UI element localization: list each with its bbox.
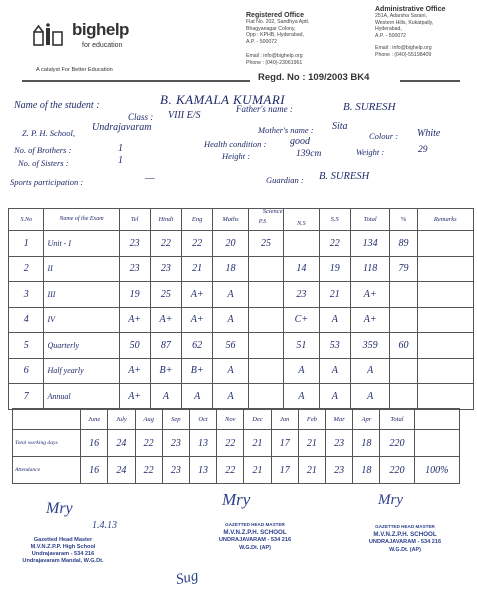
marks-cell: 23 [119, 256, 150, 282]
brothers-label: No. of Brothers : [14, 145, 72, 155]
marks-cell [248, 282, 283, 308]
attendance-cell: 21 [298, 430, 325, 457]
attendance-cell: 23 [162, 457, 189, 484]
attendance-cell: 22 [217, 430, 244, 457]
attendance-cell: 23 [162, 430, 189, 457]
attendance-cell: 21 [298, 457, 325, 484]
attendance-header-cell: Nov [217, 409, 244, 430]
stamp-right-signature: Mry [378, 492, 403, 508]
marks-cell [417, 307, 473, 333]
marks-cell: 4 [9, 307, 44, 333]
stamp-middle-line-4: W.G.Dt. (AP) [239, 545, 271, 551]
marks-header-cell: Total [350, 209, 390, 231]
marks-cell: A+ [119, 358, 150, 384]
administrative-office-title: Administrative Office [375, 6, 446, 13]
marks-cell: 22 [319, 231, 350, 257]
school-value: Undrajavaram [92, 122, 152, 133]
attendance-cell: 23 [326, 430, 353, 457]
marks-header-cell: S.S [319, 209, 350, 231]
marks-cell: A [213, 384, 248, 410]
brand-logo [32, 18, 157, 60]
marks-cell [417, 231, 473, 257]
science-label: Science [262, 208, 283, 215]
attendance-header-cell: Total [380, 409, 414, 430]
marks-cell [390, 358, 417, 384]
attendance-cell: 17 [271, 457, 298, 484]
marks-cell: 359 [350, 333, 390, 359]
registered-phone: Phone : (040)-23061961 [246, 59, 303, 66]
marks-cell [417, 384, 473, 410]
marks-cell: 21 [182, 256, 213, 282]
attendance-table [12, 408, 460, 484]
administrative-line-2: Western Hills, Kukatpally, [375, 19, 434, 26]
marks-row [9, 333, 474, 359]
attendance-cell: 220 [380, 457, 414, 484]
marks-header-cell: Remarks [417, 209, 473, 231]
colour-value: White [417, 128, 441, 139]
marks-cell: 23 [119, 231, 150, 257]
marks-cell: 22 [150, 231, 181, 257]
marks-cell [390, 384, 417, 410]
marks-cell: 22 [182, 231, 213, 257]
marks-cell: A [350, 384, 390, 410]
marks-cell: 19 [119, 282, 150, 308]
attendance-header-cell: Feb [298, 409, 325, 430]
attendance-cell: 220 [380, 430, 414, 457]
marks-cell: 62 [182, 333, 213, 359]
marks-cell: 3 [9, 282, 44, 308]
marks-cell: A+ [150, 307, 181, 333]
marks-cell: 19 [319, 256, 350, 282]
marks-cell [417, 282, 473, 308]
school-label: Z. P. H. School, [22, 128, 75, 138]
attendance-cell: 18 [353, 457, 380, 484]
registered-office-title: Registered Office [246, 12, 304, 19]
marks-body [9, 231, 474, 410]
colour-label: Colour : [369, 131, 399, 141]
marks-header-ps: P.S [258, 219, 267, 225]
height-label: Height : [222, 151, 251, 161]
administrative-phone: Phone : (040)-55198409 [375, 51, 432, 58]
attendance-cell: 16 [81, 457, 108, 484]
marks-cell: A [319, 307, 350, 333]
logo-mark-icon [32, 22, 72, 50]
attendance-header-cell [13, 409, 81, 430]
marks-cell: A [319, 358, 350, 384]
marks-cell: Unit - I [44, 231, 119, 257]
fathers-name-value: B. SURESH [343, 101, 396, 113]
marks-cell: 25 [248, 231, 283, 257]
attendance-cell: 22 [135, 430, 162, 457]
stamp-middle-line-3: UNDRAJAVARAM - 534 216 [218, 537, 292, 543]
attendance-cell: 24 [108, 457, 135, 484]
marks-cell: 53 [319, 333, 350, 359]
marks-row [9, 307, 474, 333]
attendance-cell: 21 [244, 430, 271, 457]
marks-cell: 14 [284, 256, 319, 282]
stamp-right-line-4: W.G.Dt. (AP) [389, 547, 421, 553]
marks-header-cell: Maths [213, 209, 248, 231]
marks-cell [248, 358, 283, 384]
marks-cell: III [44, 282, 119, 308]
attendance-header-cell: Oct [189, 409, 216, 430]
marks-cell [248, 256, 283, 282]
marks-cell: 89 [390, 231, 417, 257]
marks-cell: B+ [182, 358, 213, 384]
bottom-signature: Sug [174, 567, 200, 589]
tagline: A catalyst For Better Education [36, 67, 113, 73]
fathers-name-label: Father's name : [236, 104, 293, 114]
stamp-left-line-2: M.V.N.Z.P.P. High School [30, 544, 96, 550]
marks-row [9, 358, 474, 384]
attendance-row [13, 457, 460, 484]
attendance-header-cell: Mar [326, 409, 353, 430]
stamp-right-line-3: UNDRAJAVARAM - 534 216 [368, 539, 442, 545]
attendance-cell: 17 [271, 430, 298, 457]
attendance-header-cell: Sep [162, 409, 189, 430]
attendance-header-cell: Jan [271, 409, 298, 430]
marks-cell: 50 [119, 333, 150, 359]
student-name-label: Name of the student : [14, 100, 100, 111]
marks-cell: A [150, 384, 181, 410]
health-value: good [290, 136, 310, 147]
marks-cell: B+ [150, 358, 181, 384]
health-label: Health condition : [204, 139, 267, 149]
marks-header-row [9, 209, 474, 231]
marks-cell: 25 [150, 282, 181, 308]
marks-cell: A [213, 307, 248, 333]
weight-label: Weight : [356, 147, 385, 157]
attendance-cell: 100% [414, 457, 460, 484]
marks-cell: 1 [9, 231, 44, 257]
header-rule [22, 80, 250, 82]
marks-cell: A [284, 358, 319, 384]
header-rule-right [400, 80, 460, 82]
attendance-header-cell: Apr [353, 409, 380, 430]
attendance-cell: 18 [353, 430, 380, 457]
marks-cell: 60 [390, 333, 417, 359]
marks-cell: A+ [182, 307, 213, 333]
marks-header-cell: Name of the Exam [44, 209, 119, 231]
marks-cell: A+ [119, 307, 150, 333]
marks-row [9, 282, 474, 308]
marks-cell: A [213, 282, 248, 308]
marks-cell [417, 256, 473, 282]
regd-number: Regd. No : 109/2003 BK4 [258, 72, 370, 83]
marks-cell: A+ [182, 282, 213, 308]
marks-cell: A+ [350, 307, 390, 333]
marks-cell [417, 358, 473, 384]
brand-sub: for education [82, 42, 123, 49]
marks-cell [248, 333, 283, 359]
attendance-header-cell: June [81, 409, 108, 430]
stamp-left-signature: Mry [46, 500, 73, 517]
brand-name: bighelp [72, 20, 129, 39]
stamp-left-date: 1.4.13 [92, 520, 117, 531]
marks-cell: Quarterly [44, 333, 119, 359]
marks-cell [248, 307, 283, 333]
attendance-header-cell: Dec [244, 409, 271, 430]
stamp-left-line-3: Undrajavaram - 534 216 [31, 551, 95, 557]
marks-cell: A [213, 358, 248, 384]
marks-cell: 51 [284, 333, 319, 359]
attendance-cell: Attendance [13, 457, 81, 484]
class-value: VIII E/S [168, 110, 201, 121]
stamp-left-line-4: Undrajavaram Mandal, W.G.Dt. [22, 558, 104, 564]
administrative-line-1: 251A, Adarsha Sarani, [375, 13, 427, 19]
weight-value: 29 [418, 145, 428, 155]
attendance-header-cell: Aug [135, 409, 162, 430]
marks-cell: C+ [284, 307, 319, 333]
stamp-middle-line-1: GAZETTED HEAD MASTER [225, 522, 285, 527]
sports-label: Sports participation : [10, 177, 84, 187]
sisters-value: 1 [118, 155, 123, 166]
attendance-cell: 13 [189, 457, 216, 484]
administrative-line-3: Hyderabad, [375, 26, 402, 32]
marks-cell: A [319, 384, 350, 410]
attendance-cell: 22 [217, 457, 244, 484]
registered-line-4: A.P. - 500072 [246, 38, 278, 45]
marks-row [9, 384, 474, 410]
attendance-header-row [13, 409, 460, 430]
attendance-cell [414, 430, 460, 457]
marks-cell: IV [44, 307, 119, 333]
marks-cell [417, 333, 473, 359]
stamp-right-line-2: M.V.N.Z.P.H. SCHOOL [373, 531, 437, 538]
marks-cell: A+ [119, 384, 150, 410]
stamp-left-line-1: Gazetted Head Master [33, 537, 93, 543]
attendance-header-cell [414, 409, 460, 430]
administrative-line-4: A.P. - 500072 [375, 32, 407, 39]
attendance-body [13, 430, 460, 484]
marks-cell: A [284, 384, 319, 410]
marks-cell: 21 [319, 282, 350, 308]
marks-cell: 87 [150, 333, 181, 359]
marks-cell [284, 231, 319, 257]
stamp-middle-line-2: M.V.N.Z.P.H. SCHOOL [223, 529, 287, 536]
marks-cell [248, 384, 283, 410]
sisters-label: No. of Sisters : [18, 158, 69, 168]
guardian-value: B. SURESH [319, 171, 370, 182]
attendance-cell: 22 [135, 457, 162, 484]
marks-header-cell: Hindi [150, 209, 181, 231]
marks-header-cell: Tel [119, 209, 150, 231]
marks-row [9, 231, 474, 257]
registered-email: Email : info@bighelp.org [246, 53, 303, 59]
attendance-header-cell: July [108, 409, 135, 430]
marks-header-cell: N.S [284, 209, 319, 231]
attendance-cell: 23 [326, 457, 353, 484]
marks-cell: 5 [9, 333, 44, 359]
marks-cell: 6 [9, 358, 44, 384]
attendance-cell: 24 [108, 430, 135, 457]
marks-header-cell [248, 209, 283, 231]
marks-cell: 79 [390, 256, 417, 282]
stamp-right-line-1: GAZETTED HEAD MASTER [375, 524, 435, 529]
marks-cell: II [44, 256, 119, 282]
brothers-value: 1 [118, 143, 123, 154]
marks-cell [390, 282, 417, 308]
mothers-name-value: Sita [332, 121, 348, 132]
sports-value: — [145, 172, 155, 184]
marks-cell: Annual [44, 384, 119, 410]
marks-cell: Half yearly [44, 358, 119, 384]
marks-header-cell: % [390, 209, 417, 231]
marks-cell: 23 [284, 282, 319, 308]
marks-cell: 20 [213, 231, 248, 257]
marks-cell: 18 [213, 256, 248, 282]
height-value: 139cm [296, 149, 322, 159]
marks-cell: 134 [350, 231, 390, 257]
attendance-cell: 21 [244, 457, 271, 484]
marks-cell [390, 307, 417, 333]
attendance-cell: Total working days [13, 430, 81, 457]
registered-line-3: Opp : KPHB, Hyderabad, [246, 32, 304, 38]
marks-cell: A [182, 384, 213, 410]
registered-line-2: Bhagyanagar Colony, [246, 25, 296, 32]
stamp-middle-signature: Mry [222, 490, 251, 509]
marks-cell: 23 [150, 256, 181, 282]
attendance-row [13, 430, 460, 457]
student-name-value: B. KAMALA KUMARI [160, 92, 286, 107]
attendance-cell: 13 [189, 430, 216, 457]
marks-cell: 118 [350, 256, 390, 282]
class-label: Class : [128, 112, 154, 122]
administrative-office [375, 6, 475, 58]
marks-cell: A+ [350, 282, 390, 308]
marks-cell: A [350, 358, 390, 384]
registered-office [246, 12, 356, 66]
marks-cell: 7 [9, 384, 44, 410]
marks-header-cell: S.No [9, 209, 44, 231]
marks-row [9, 256, 474, 282]
administrative-email: Email : info@bighelp.org [375, 45, 432, 51]
registered-line-1: Flat No. 202, Sandhya Aptt. [246, 19, 310, 25]
attendance-cell: 16 [81, 430, 108, 457]
marks-cell: 2 [9, 256, 44, 282]
marks-table [8, 208, 474, 410]
marks-header-cell: Eng [182, 209, 213, 231]
marks-cell: 56 [213, 333, 248, 359]
mothers-name-label: Mother's name : [258, 125, 314, 135]
guardian-label: Guardian : [266, 175, 304, 185]
